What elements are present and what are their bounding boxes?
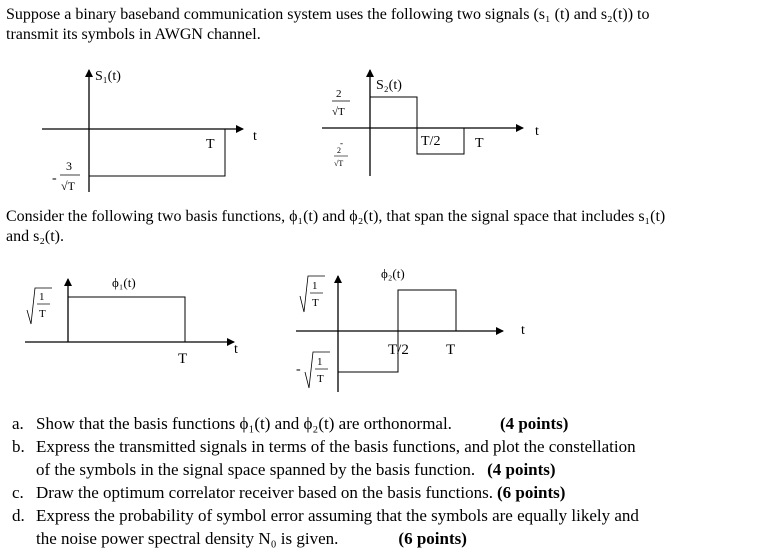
phi2-amp-pos-num: 1 [312,280,318,292]
plot-s1 [42,69,257,193]
question-d-letter: d. [12,506,25,525]
s1-minus-sign: - [52,171,57,186]
s1-amp-num: 3 [66,159,72,173]
phi2-ylabel: ϕ₂(t) [381,266,405,281]
plot-phi1 [25,275,238,367]
phi1-waveform [68,297,185,342]
basis-line-2: and s₂(t). [6,228,65,245]
question-a-body [36,412,746,435]
question-c-body [36,481,746,504]
s2-amp-pos-den: √T [332,106,345,118]
question-d-body [36,504,746,550]
s1-xlabel: t [253,129,257,144]
s2-minus-sign: - [340,138,343,148]
s2-tick-T: T [475,136,484,151]
question-a-text: Show that the basis functions ϕ₁(t) and ϕ₂(t) are orthonormal. [36,414,452,433]
s2-amp-pos-num: 2 [336,88,342,100]
question-a [6,412,754,435]
plot-phi2 [296,266,525,392]
question-c-text: Draw the optimum correlator receiver based on the basis functions. [36,483,493,502]
question-a-letter: a. [12,414,24,433]
question-b [6,435,754,481]
plot-s2 [322,70,539,176]
s1-ylabel: S₁(t) [95,69,121,84]
s1-tick-T: T [206,137,215,152]
phi1-amp-num: 1 [39,291,45,303]
intro-line-2: transmit its symbols in AWGN channel. [6,26,261,43]
phi1-tick-T: T [178,351,188,367]
s2-waveform [370,97,464,154]
question-d-points: (6 points) [398,529,467,548]
phi2-amp-neg-den: T [317,373,324,385]
s1-waveform [89,129,225,176]
intro-line-1: Suppose a binary baseband communication system uses the following two signals (s₁ (t) and s₂(t)) to [6,6,650,23]
basis-line-1: Consider the following two basis functions, ϕ₁(t) and ϕ₂(t), that span the signal space that includes s₁(t) [6,208,666,225]
phi2-minus-sign: - [296,362,301,377]
s2-amp-neg-num: 2 [337,146,341,155]
question-b-text-1: Express the transmitted signals in terms of the basis functions, and plot the constellation [36,437,636,456]
s2-amp-neg-den: √T [334,159,344,168]
question-d [6,504,754,550]
s2-ylabel: S₂(t) [376,78,402,93]
phi2-amp-neg-num: 1 [317,356,323,368]
question-c [6,481,754,504]
question-d-line-2 [36,527,746,550]
question-b-text-2: of the symbols in the signal space spanned by the basis function. [36,460,476,479]
question-d-text-1: Express the probability of symbol error assuming that the symbols are equally likely and [36,506,639,525]
phi1-xlabel: t [234,342,238,357]
s1-amp-den: √T [61,179,75,193]
question-b-points: (4 points) [487,460,556,479]
phi2-xlabel: t [521,323,525,338]
question-a-points: (4 points) [499,414,569,433]
question-b-line-2 [36,458,746,481]
s2-tick-half: T/2 [421,134,441,149]
question-d-text-2: the noise power spectral density N₀ is given. [36,529,339,548]
phi1-amp-den: T [39,308,46,320]
phi2-tick-T: T [446,342,456,358]
s2-xlabel: t [535,124,539,139]
phi1-ylabel: ϕ₁(t) [112,275,136,290]
phi2-tick-half: T/2 [388,342,409,358]
phi2-amp-pos-den: T [312,297,319,309]
question-b-body [36,435,746,481]
question-c-points: (6 points) [496,483,566,502]
question-c-letter: c. [12,483,24,502]
question-b-letter: b. [12,437,25,456]
